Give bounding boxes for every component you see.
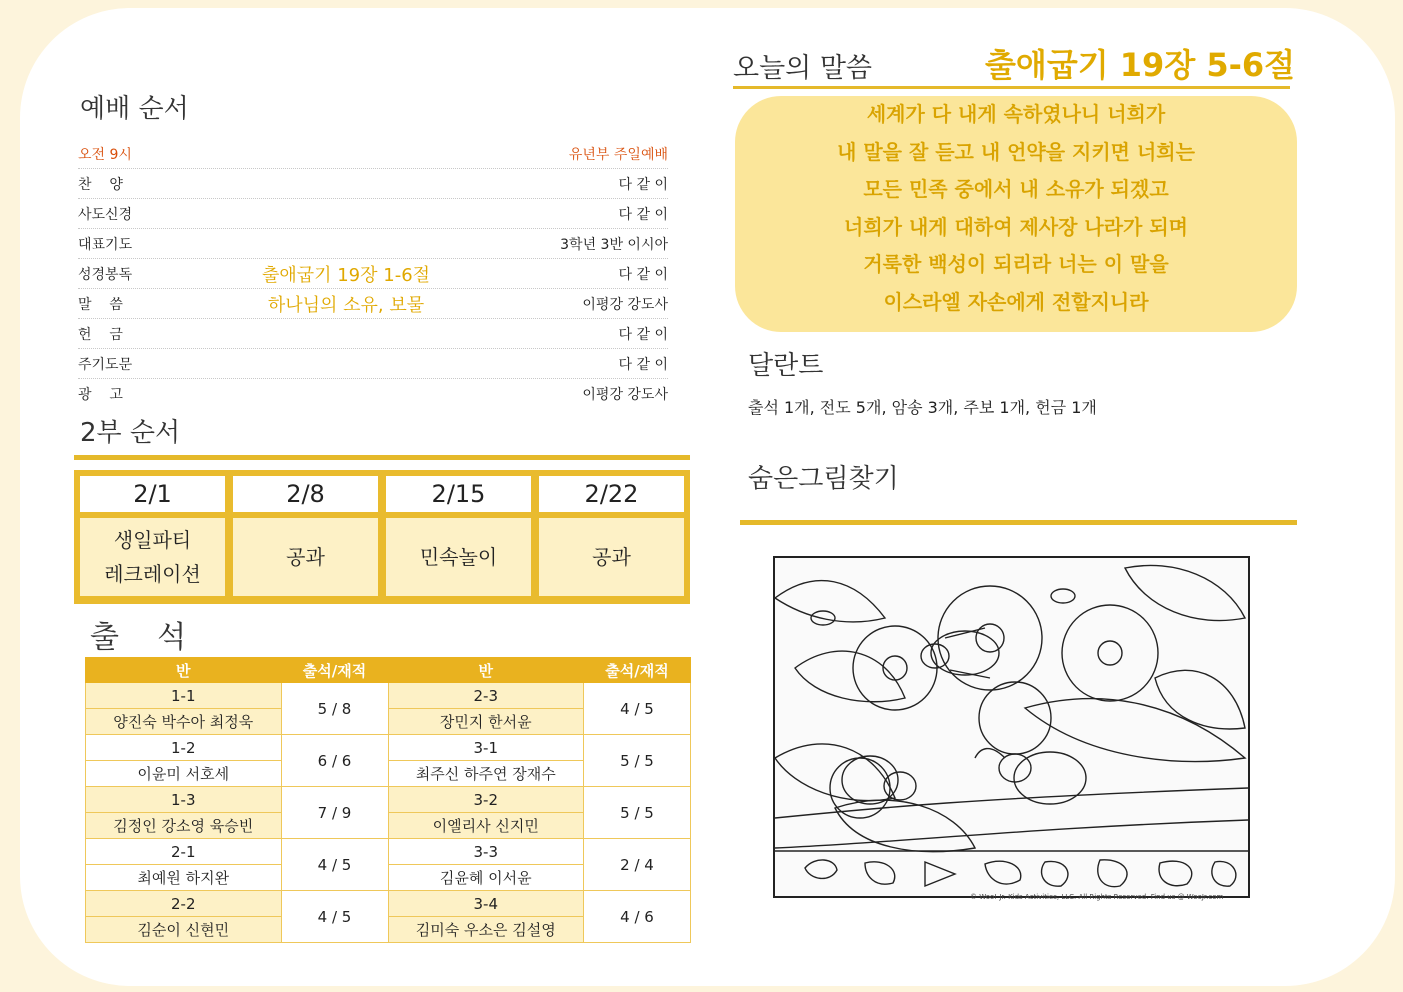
table-row bbox=[86, 787, 691, 813]
schedule-date: 2/8 bbox=[233, 476, 378, 512]
word-reference: 출애굽기 19장 5-6절 bbox=[985, 46, 1296, 84]
activity-line: 레크레이션 bbox=[104, 562, 201, 586]
col-class: 반 bbox=[86, 658, 282, 683]
hidden-picture-title: 숨은그림찾기 bbox=[748, 464, 899, 494]
names-cell: 최예원 하지완 bbox=[86, 865, 282, 891]
table-row bbox=[86, 891, 691, 917]
names-cell: 김윤혜 이서윤 bbox=[388, 865, 584, 891]
order-label: 말 씀 bbox=[78, 296, 123, 313]
names-cell: 양진숙 박수아 최정욱 bbox=[86, 709, 282, 735]
names-cell: 김미숙 우소은 김설영 bbox=[388, 917, 584, 943]
class-cell: 3-2 bbox=[388, 787, 584, 813]
schedule-activity: 공과 bbox=[539, 518, 684, 596]
attendance-table bbox=[85, 657, 691, 943]
order-row bbox=[78, 229, 668, 259]
verse-line: 세계가 다 내게 속하였나니 너희가 bbox=[866, 102, 1166, 126]
part2-schedule bbox=[74, 470, 690, 604]
count-cell: 6 / 6 bbox=[281, 735, 388, 787]
verse-line: 너희가 내게 대하여 제사장 나라가 되며 bbox=[844, 214, 1188, 239]
order-row bbox=[78, 259, 668, 289]
order-label: 대표기도 bbox=[78, 236, 133, 253]
class-cell: 1-1 bbox=[86, 683, 282, 709]
count-cell: 5 / 5 bbox=[584, 735, 691, 787]
order-leader: 다 같 이 bbox=[618, 206, 668, 223]
sermon-title: 하나님의 소유, 보물 bbox=[267, 294, 425, 316]
order-label: 사도신경 bbox=[78, 206, 133, 223]
divider bbox=[74, 455, 690, 460]
count-cell: 5 / 8 bbox=[281, 683, 388, 735]
service-time: 오전 9시 bbox=[78, 146, 132, 163]
class-cell: 2-2 bbox=[86, 891, 282, 917]
attendance-title: 출 석 bbox=[90, 620, 187, 655]
word-title: 오늘의 말씀 bbox=[733, 53, 872, 84]
activity-line: 생일파티 bbox=[113, 528, 192, 552]
order-leader: 다 같 이 bbox=[618, 176, 668, 193]
count-cell: 7 / 9 bbox=[281, 787, 388, 839]
table-row bbox=[86, 683, 691, 709]
order-leader: 이평강 강도사 bbox=[582, 296, 668, 313]
order-row bbox=[78, 319, 668, 349]
order-leader: 다 같 이 bbox=[618, 356, 668, 373]
hidden-picture-image bbox=[773, 556, 1250, 898]
count-cell: 4 / 5 bbox=[584, 683, 691, 735]
order-row bbox=[78, 379, 668, 408]
order-label: 성경봉독 bbox=[78, 266, 133, 283]
count-cell: 2 / 4 bbox=[584, 839, 691, 891]
order-leader: 다 같 이 bbox=[618, 266, 668, 283]
talent-text: 출석 1개, 전도 5개, 암송 3개, 주보 1개, 헌금 1개 bbox=[748, 398, 1097, 417]
order-leader: 이평강 강도사 bbox=[582, 386, 668, 403]
order-label: 헌 금 bbox=[78, 326, 123, 343]
divider bbox=[740, 520, 1297, 525]
verse-line: 내 말을 잘 듣고 내 언약을 지키면 너희는 bbox=[837, 139, 1195, 164]
service-name: 유년부 주일예배 bbox=[568, 146, 668, 163]
part2-title: 2부 순서 bbox=[80, 418, 181, 448]
order-row bbox=[78, 349, 668, 379]
table-row bbox=[86, 839, 691, 865]
col-count: 출석/재적 bbox=[281, 658, 388, 683]
class-cell: 2-1 bbox=[86, 839, 282, 865]
talent-title: 달란트 bbox=[748, 351, 824, 381]
order-row bbox=[78, 289, 668, 319]
order-leader: 다 같 이 bbox=[618, 326, 668, 343]
col-count: 출석/재적 bbox=[584, 658, 691, 683]
table-row bbox=[86, 735, 691, 761]
count-cell: 4 / 6 bbox=[584, 891, 691, 943]
divider bbox=[733, 86, 1290, 89]
order-title: 예배 순서 bbox=[80, 94, 189, 124]
class-cell: 3-1 bbox=[388, 735, 584, 761]
verse-line: 모든 민족 중에서 내 소유가 되겠고 bbox=[863, 177, 1169, 201]
count-cell: 5 / 5 bbox=[584, 787, 691, 839]
scripture-reading: 출애굽기 19장 1-6절 bbox=[261, 264, 431, 286]
schedule-activity bbox=[80, 518, 225, 596]
order-header-row bbox=[78, 139, 668, 169]
order-leader: 3학년 3반 이시아 bbox=[560, 236, 668, 253]
order-label: 주기도문 bbox=[78, 356, 133, 373]
hidden-picture-drawing bbox=[775, 558, 1248, 896]
order-row bbox=[78, 199, 668, 229]
worship-order bbox=[78, 139, 668, 408]
schedule-date: 2/1 bbox=[80, 476, 225, 512]
schedule-activity: 민속놀이 bbox=[386, 518, 531, 596]
class-cell: 3-4 bbox=[388, 891, 584, 917]
count-cell: 4 / 5 bbox=[281, 839, 388, 891]
order-row bbox=[78, 169, 668, 199]
names-cell: 김순이 신현민 bbox=[86, 917, 282, 943]
class-cell: 3-3 bbox=[388, 839, 584, 865]
verse-box bbox=[735, 96, 1297, 332]
order-label: 광 고 bbox=[78, 386, 123, 403]
count-cell: 4 / 5 bbox=[281, 891, 388, 943]
copyright-text: © Woo! Jr. Kids Activities, LLC. All Rights Reserved. Find us @ WooJr.com bbox=[970, 893, 1224, 901]
names-cell: 최주신 하주연 장재수 bbox=[388, 761, 584, 787]
col-class: 반 bbox=[388, 658, 584, 683]
schedule-date: 2/22 bbox=[539, 476, 684, 512]
verse-line: 거룩한 백성이 되리라 너는 이 말을 bbox=[863, 252, 1169, 276]
names-cell: 장민지 한서윤 bbox=[388, 709, 584, 735]
names-cell: 이엘리사 신지민 bbox=[388, 813, 584, 839]
class-cell: 1-2 bbox=[86, 735, 282, 761]
verse-line: 이스라엘 자손에게 전할지니라 bbox=[883, 289, 1149, 314]
class-cell: 1-3 bbox=[86, 787, 282, 813]
names-cell: 이윤미 서호세 bbox=[86, 761, 282, 787]
order-label: 찬 양 bbox=[78, 176, 123, 193]
names-cell: 김정인 강소영 육승빈 bbox=[86, 813, 282, 839]
schedule-activity: 공과 bbox=[233, 518, 378, 596]
schedule-date: 2/15 bbox=[386, 476, 531, 512]
class-cell: 2-3 bbox=[388, 683, 584, 709]
